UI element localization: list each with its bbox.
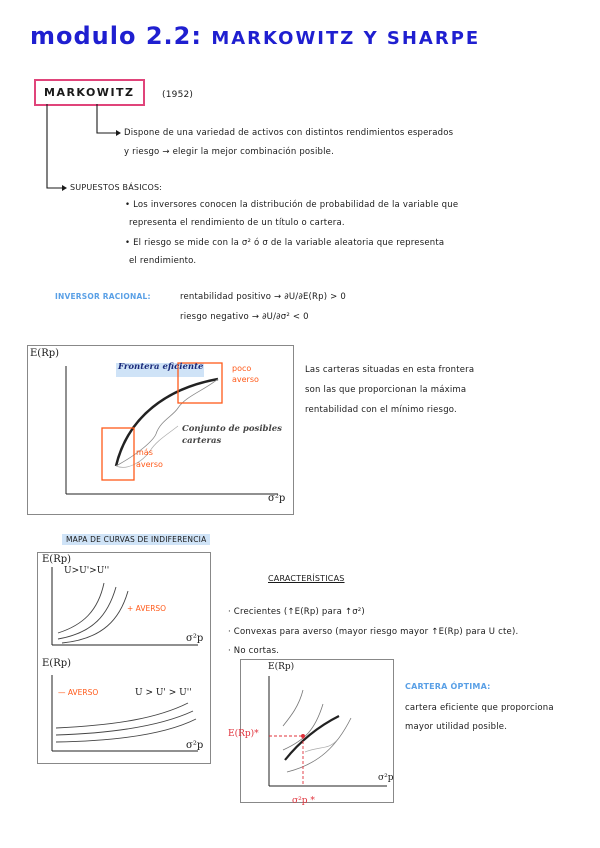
connector-supuestos xyxy=(47,104,62,188)
ind-bot-ylabel: E(Rp) xyxy=(42,658,72,669)
ind-top-xlabel: σ²p xyxy=(186,633,204,644)
inversor-label: INVERSOR RACIONAL: xyxy=(55,292,151,301)
bullet2-line2: el rendimiento. xyxy=(129,256,197,266)
cartera-optima-line1: cartera eficiente que proporciona xyxy=(405,703,554,713)
cartera-optima-heading: CARTERA ÓPTIMA: xyxy=(405,682,491,691)
inversor-line1: rentabilidad positivo → ∂U/∂E(Rp) > 0 xyxy=(180,292,346,302)
frontier-note-3: rentabilidad con el mínimo riesgo. xyxy=(305,405,457,415)
ind-bot-curve-2 xyxy=(56,711,193,735)
ind-top-curve-1 xyxy=(58,583,104,633)
poco-label-1: poco xyxy=(232,364,252,373)
optima-point-y: E(Rp)* xyxy=(228,729,259,739)
optima-svg xyxy=(241,660,393,802)
frontera-label: Frontera eficiente xyxy=(118,362,204,372)
optima-point xyxy=(301,734,305,738)
mas-label-2: averso xyxy=(136,460,163,469)
bullet2-line1: • El riesgo se mide con la σ² ó σ de la variable aleatoria que representa xyxy=(125,238,445,248)
optima-xlabel: σ²p xyxy=(378,773,394,783)
frontier-xlabel: σ²p xyxy=(268,493,286,504)
conjunto-boundary xyxy=(116,379,218,466)
markowitz-label: MARKOWITZ xyxy=(44,86,135,99)
markowitz-desc-2: y riesgo → elegir la mejor combinación posible. xyxy=(124,147,334,157)
optima-ind-3 xyxy=(287,718,351,772)
ind-top-legend: U>U'>U'' xyxy=(64,566,110,576)
bullet1-line2: representa el rendimiento de un título o cartera. xyxy=(129,218,345,228)
markowitz-desc-1: Dispone de una variedad de activos con distintos rendimientos esperados xyxy=(124,128,454,138)
title-part1: modulo 2.2: xyxy=(30,22,202,50)
caract-item2: · Convexas para averso (mayor riesgo mayor ↑E(Rp) para U cte). xyxy=(228,627,519,637)
caract-item1: · Crecientes (↑E(Rp) para ↑σ²) xyxy=(228,607,365,617)
markowitz-year: (1952) xyxy=(162,90,194,100)
frontier-ylabel: E(Rp) xyxy=(30,348,60,359)
caract-heading: CARACTERÍSTICAS xyxy=(268,574,345,583)
frontier-note-1: Las carteras situadas en esta frontera xyxy=(305,365,475,375)
optima-chart xyxy=(240,659,394,803)
arrow-head-1 xyxy=(116,130,121,136)
mas-label-1: más xyxy=(136,448,153,457)
frontera-curve xyxy=(116,379,218,466)
inversor-line2: riesgo negativo → ∂U/∂σ² < 0 xyxy=(180,312,309,322)
frontier-note-2: son las que proporcionan la máxima xyxy=(305,385,467,395)
cartera-optima-line2: mayor utilidad posible. xyxy=(405,722,508,732)
connector-description xyxy=(97,104,116,133)
ind-bot-curve-3 xyxy=(56,719,196,742)
indiferencia-heading: MAPA DE CURVAS DE INDIFERENCIA xyxy=(62,534,210,545)
ind-bot-legend: U > U' > U'' xyxy=(135,688,192,698)
ind-mas-averso: + AVERSO xyxy=(127,604,167,613)
optima-ylabel: E(Rp) xyxy=(268,662,295,672)
bullet1-line1: • Los inversores conocen la distribución de probabilidad de la variable que xyxy=(125,200,459,210)
conjunto-line1: Conjunto de posibles xyxy=(182,424,282,434)
ind-menos-averso: — AVERSO xyxy=(58,688,99,697)
title-part2: MARKOWITZ Y SHARPE xyxy=(211,28,481,49)
supuestos-label: SUPUESTOS BÁSICOS: xyxy=(70,183,163,192)
optima-frontier xyxy=(285,716,339,760)
ind-bot-xlabel: σ²p xyxy=(186,740,204,751)
optima-point-x: σ²p * xyxy=(292,796,315,806)
caract-item3: · No cortas. xyxy=(228,646,280,656)
ind-bot-curve-1 xyxy=(56,703,188,728)
ind-top-curve-2 xyxy=(58,587,116,639)
poco-label-2: averso xyxy=(232,375,259,384)
arrow-head-2 xyxy=(62,185,67,191)
optima-ind-1 xyxy=(283,690,303,726)
ind-top-ylabel: E(Rp) xyxy=(42,554,72,565)
conjunto-line2: carteras xyxy=(182,436,222,446)
